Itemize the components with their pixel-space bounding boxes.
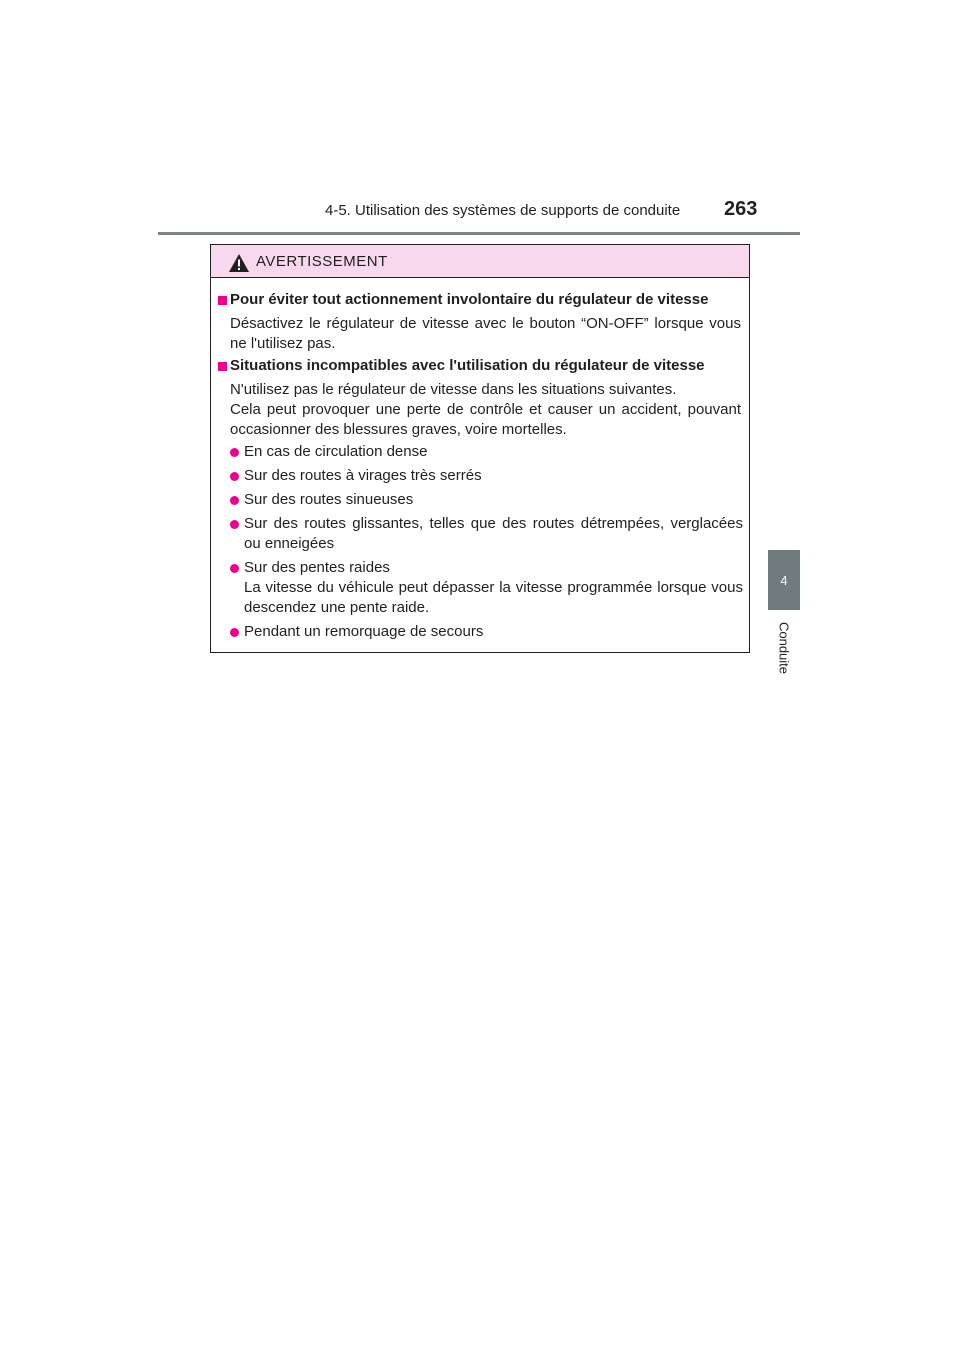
- list-item: En cas de circulation dense: [244, 443, 428, 460]
- body-text: Cela peut provoquer une perte de contrôle et causer un accident, pouvant: [230, 401, 741, 418]
- list-item-continuation: descendez une pente raide.: [244, 599, 430, 616]
- body-text: ne l'utilisez pas.: [230, 335, 336, 352]
- section-heading: Situations incompatibles avec l'utilisation du régulateur de vitesse: [230, 357, 705, 374]
- body-text: Désactivez le régulateur de vitesse avec le bouton “ON-OFF” lorsque vous: [230, 315, 741, 332]
- warning-triangle-icon: [228, 253, 250, 273]
- section-title: 4-5. Utilisation des systèmes de supports de conduite: [325, 202, 681, 219]
- chapter-tab-number: 4: [780, 572, 788, 588]
- list-item: Sur des routes sinueuses: [244, 491, 414, 508]
- warning-header: [211, 245, 749, 278]
- bullet-dot: [230, 448, 239, 457]
- body-text: N'utilisez pas le régulateur de vitesse dans les situations suivantes.: [230, 381, 677, 398]
- list-item-continuation: La vitesse du véhicule peut dépasser la vitesse programmée lorsque vous: [244, 579, 743, 596]
- list-item: Sur des routes glissantes, telles que des routes détrempées, verglacées: [244, 515, 743, 532]
- bullet-dot: [230, 564, 239, 573]
- warning-box: [210, 244, 750, 653]
- section-heading: Pour éviter tout actionnement involontaire du régulateur de vitesse: [230, 291, 709, 308]
- list-item-continuation: ou enneigées: [244, 535, 335, 552]
- list-item: Sur des routes à virages très serrés: [244, 467, 482, 484]
- page-number: 263: [724, 198, 758, 220]
- chapter-tab-label: Conduite: [776, 621, 792, 675]
- section-marker: [218, 362, 227, 371]
- chapter-tab: [768, 550, 800, 610]
- body-text: occasionner des blessures graves, voire mortelles.: [230, 421, 567, 438]
- list-item: Sur des pentes raides: [244, 559, 390, 576]
- bullet-dot: [230, 472, 239, 481]
- bullet-dot: [230, 520, 239, 529]
- list-item: Pendant un remorquage de secours: [244, 623, 484, 640]
- warning-title: AVERTISSEMENT: [256, 253, 388, 270]
- section-marker: [218, 296, 227, 305]
- bullet-dot: [230, 628, 239, 637]
- bullet-dot: [230, 496, 239, 505]
- header-divider: [158, 232, 800, 235]
